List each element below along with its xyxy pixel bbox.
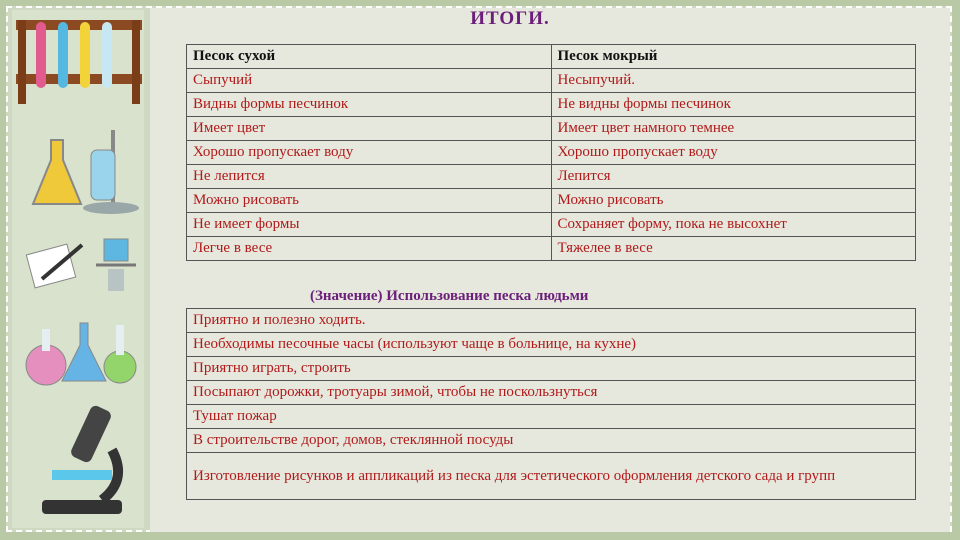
table-row [187,189,916,213]
test-tube-rack-icon [14,12,144,107]
table-row [187,141,916,165]
cell: Тяжелее в весе [551,237,916,261]
header-wet-sand: Песок мокрый [551,45,916,69]
cell: Не имеет формы [187,213,552,237]
burner-icon [90,235,142,297]
flasks-icon [22,315,142,390]
cell: Несыпучий. [551,69,916,93]
table-row [187,117,916,141]
cell: Не видны формы песчинок [551,93,916,117]
table-row [187,165,916,189]
sidebar [12,10,144,528]
cell: Посыпают дорожки, тротуары зимой, чтобы не поскользнуться [187,381,916,405]
cell: Имеет цвет [187,117,552,141]
table-row [187,453,916,500]
cell: Не лепится [187,165,552,189]
section-subtitle: (Значение) Использование песка людьми [310,288,589,304]
table-header-row [187,45,916,69]
cell: В строительстве дорог, домов, стеклянной посуды [187,429,916,453]
table-row [187,333,916,357]
usage-table [186,308,916,500]
cell: Можно рисовать [551,189,916,213]
cell: Лепится [551,165,916,189]
flask-icon [27,120,142,220]
table-row [187,93,916,117]
microscope-icon [32,400,142,520]
table-row [187,69,916,93]
table-row [187,357,916,381]
cell: Имеет цвет намного темнее [551,117,916,141]
cell: Приятно играть, строить [187,357,916,381]
table-row [187,381,916,405]
cell: Видны формы песчинок [187,93,552,117]
cell: Сыпучий [187,69,552,93]
cell: Можно рисовать [187,189,552,213]
comparison-table [186,44,916,261]
cell: Легче в весе [187,237,552,261]
table-row [187,237,916,261]
cell: Изготовление рисунков и аппликаций из песка для эстетического оформления детского сада и групп [187,453,916,500]
cell: Приятно и полезно ходить. [187,309,916,333]
notebook-pen-icon [22,235,92,295]
cell: Хорошо пропускает воду [551,141,916,165]
cell: Хорошо пропускает воду [187,141,552,165]
page-title: ИТОГИ. [470,8,550,29]
table-row [187,405,916,429]
cell: Тушат пожар [187,405,916,429]
table-row [187,213,916,237]
cell: Необходимы песочные часы (используют чаще в больнице, на кухне) [187,333,916,357]
table-row [187,309,916,333]
table-row [187,429,916,453]
cell: Сохраняет форму, пока не высохнет [551,213,916,237]
header-dry-sand: Песок сухой [187,45,552,69]
